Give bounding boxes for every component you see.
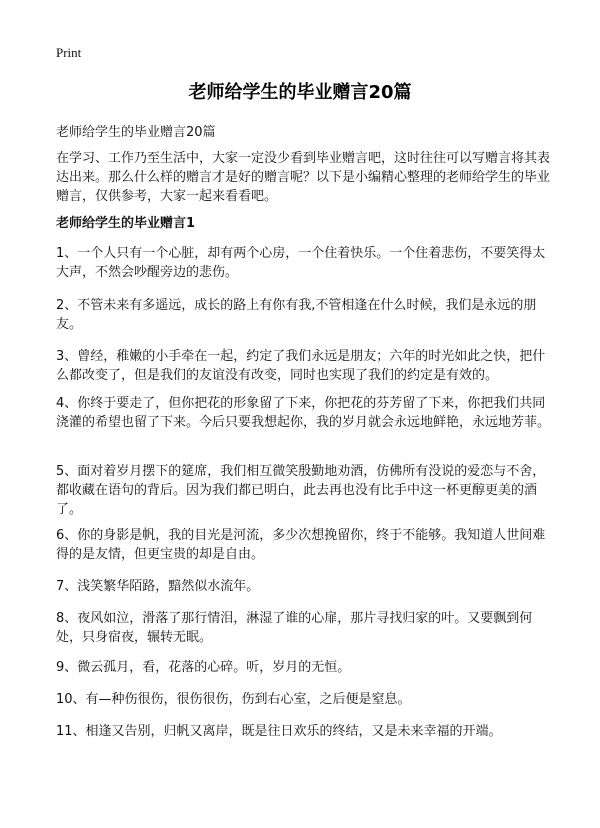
list-item: 5、面对着岁月摆下的筵席，我们相互微笑殷勤地劝酒，仿佛所有没说的爱恋与不舍，都收藏在语句的背后。因为我们都已明白，此去再也没有比手中这一杯更醇更美的酒了。 <box>56 464 546 517</box>
page-title: 老师给学生的毕业赠言20篇 <box>188 82 412 103</box>
list-item: 7、浅笑繁华陌路，黯然似水流年。 <box>56 579 260 594</box>
list-item: 4、你终于要走了，但你把花的形象留了下来，你把花的芬芳留了下来，你把我们共同浇灌的希望也留了下来。今后只要我想起你，我的岁月就会永远地鲜艳，永远地芳菲。 <box>56 396 551 430</box>
list-item: 10、有—种伤很伤，很伤很伤，伤到右心室，之后便是窒息。 <box>56 692 411 707</box>
list-item: 11、相逢又告别，归帆又离岸，既是往日欢乐的终结，又是未来幸福的开端。 <box>56 724 502 739</box>
list-item: 9、微云孤月，看，花落的心碎。听，岁月的无恒。 <box>56 660 351 675</box>
list-item: 2、不管未来有多遥远，成长的路上有你有我,不管相逢在什么时候，我们是永远的朋友。 <box>56 298 537 332</box>
print-link[interactable]: Print <box>56 45 82 60</box>
section-heading: 老师给学生的毕业赠言1 <box>56 216 196 231</box>
list-item: 8、夜风如泣，滑落了那行情泪，淋湿了谁的心扉，那片寻找归家的叶。又要飘到何处，只身宿夜，辗转无眠。 <box>56 611 533 645</box>
list-item: 3、曾经，稚嫩的小手牵在一起，约定了我们永远是朋友；六年的时光如此之快，把什么都改变了，但是我们的友谊没有改变，同时也实现了我们的约定是有效的。 <box>56 349 546 383</box>
list-item: 1、一个人只有一个心脏，却有两个心房，一个住着快乐。一个住着悲伤，不要笑得太大声，不然会吵醒旁边的悲伤。 <box>56 246 546 280</box>
list-item: 6、你的身影是帆，我的目光是河流，多少次想挽留你，终于不能够。我知道人世间难得的是友情，但更宝贵的却是自由。 <box>56 528 546 562</box>
intro-paragraph: 在学习、工作乃至生活中，大家一定没少看到毕业赠言吧，这时往往可以写赠言将其表达出来。那么什么样的赠言才是好的赠言呢？以下是小编精心整理的老师给学生的毕业赠言，仅供参考，大家一起来看看吧。 <box>56 151 551 204</box>
document-subtitle: 老师给学生的毕业赠言20篇 <box>56 125 216 140</box>
